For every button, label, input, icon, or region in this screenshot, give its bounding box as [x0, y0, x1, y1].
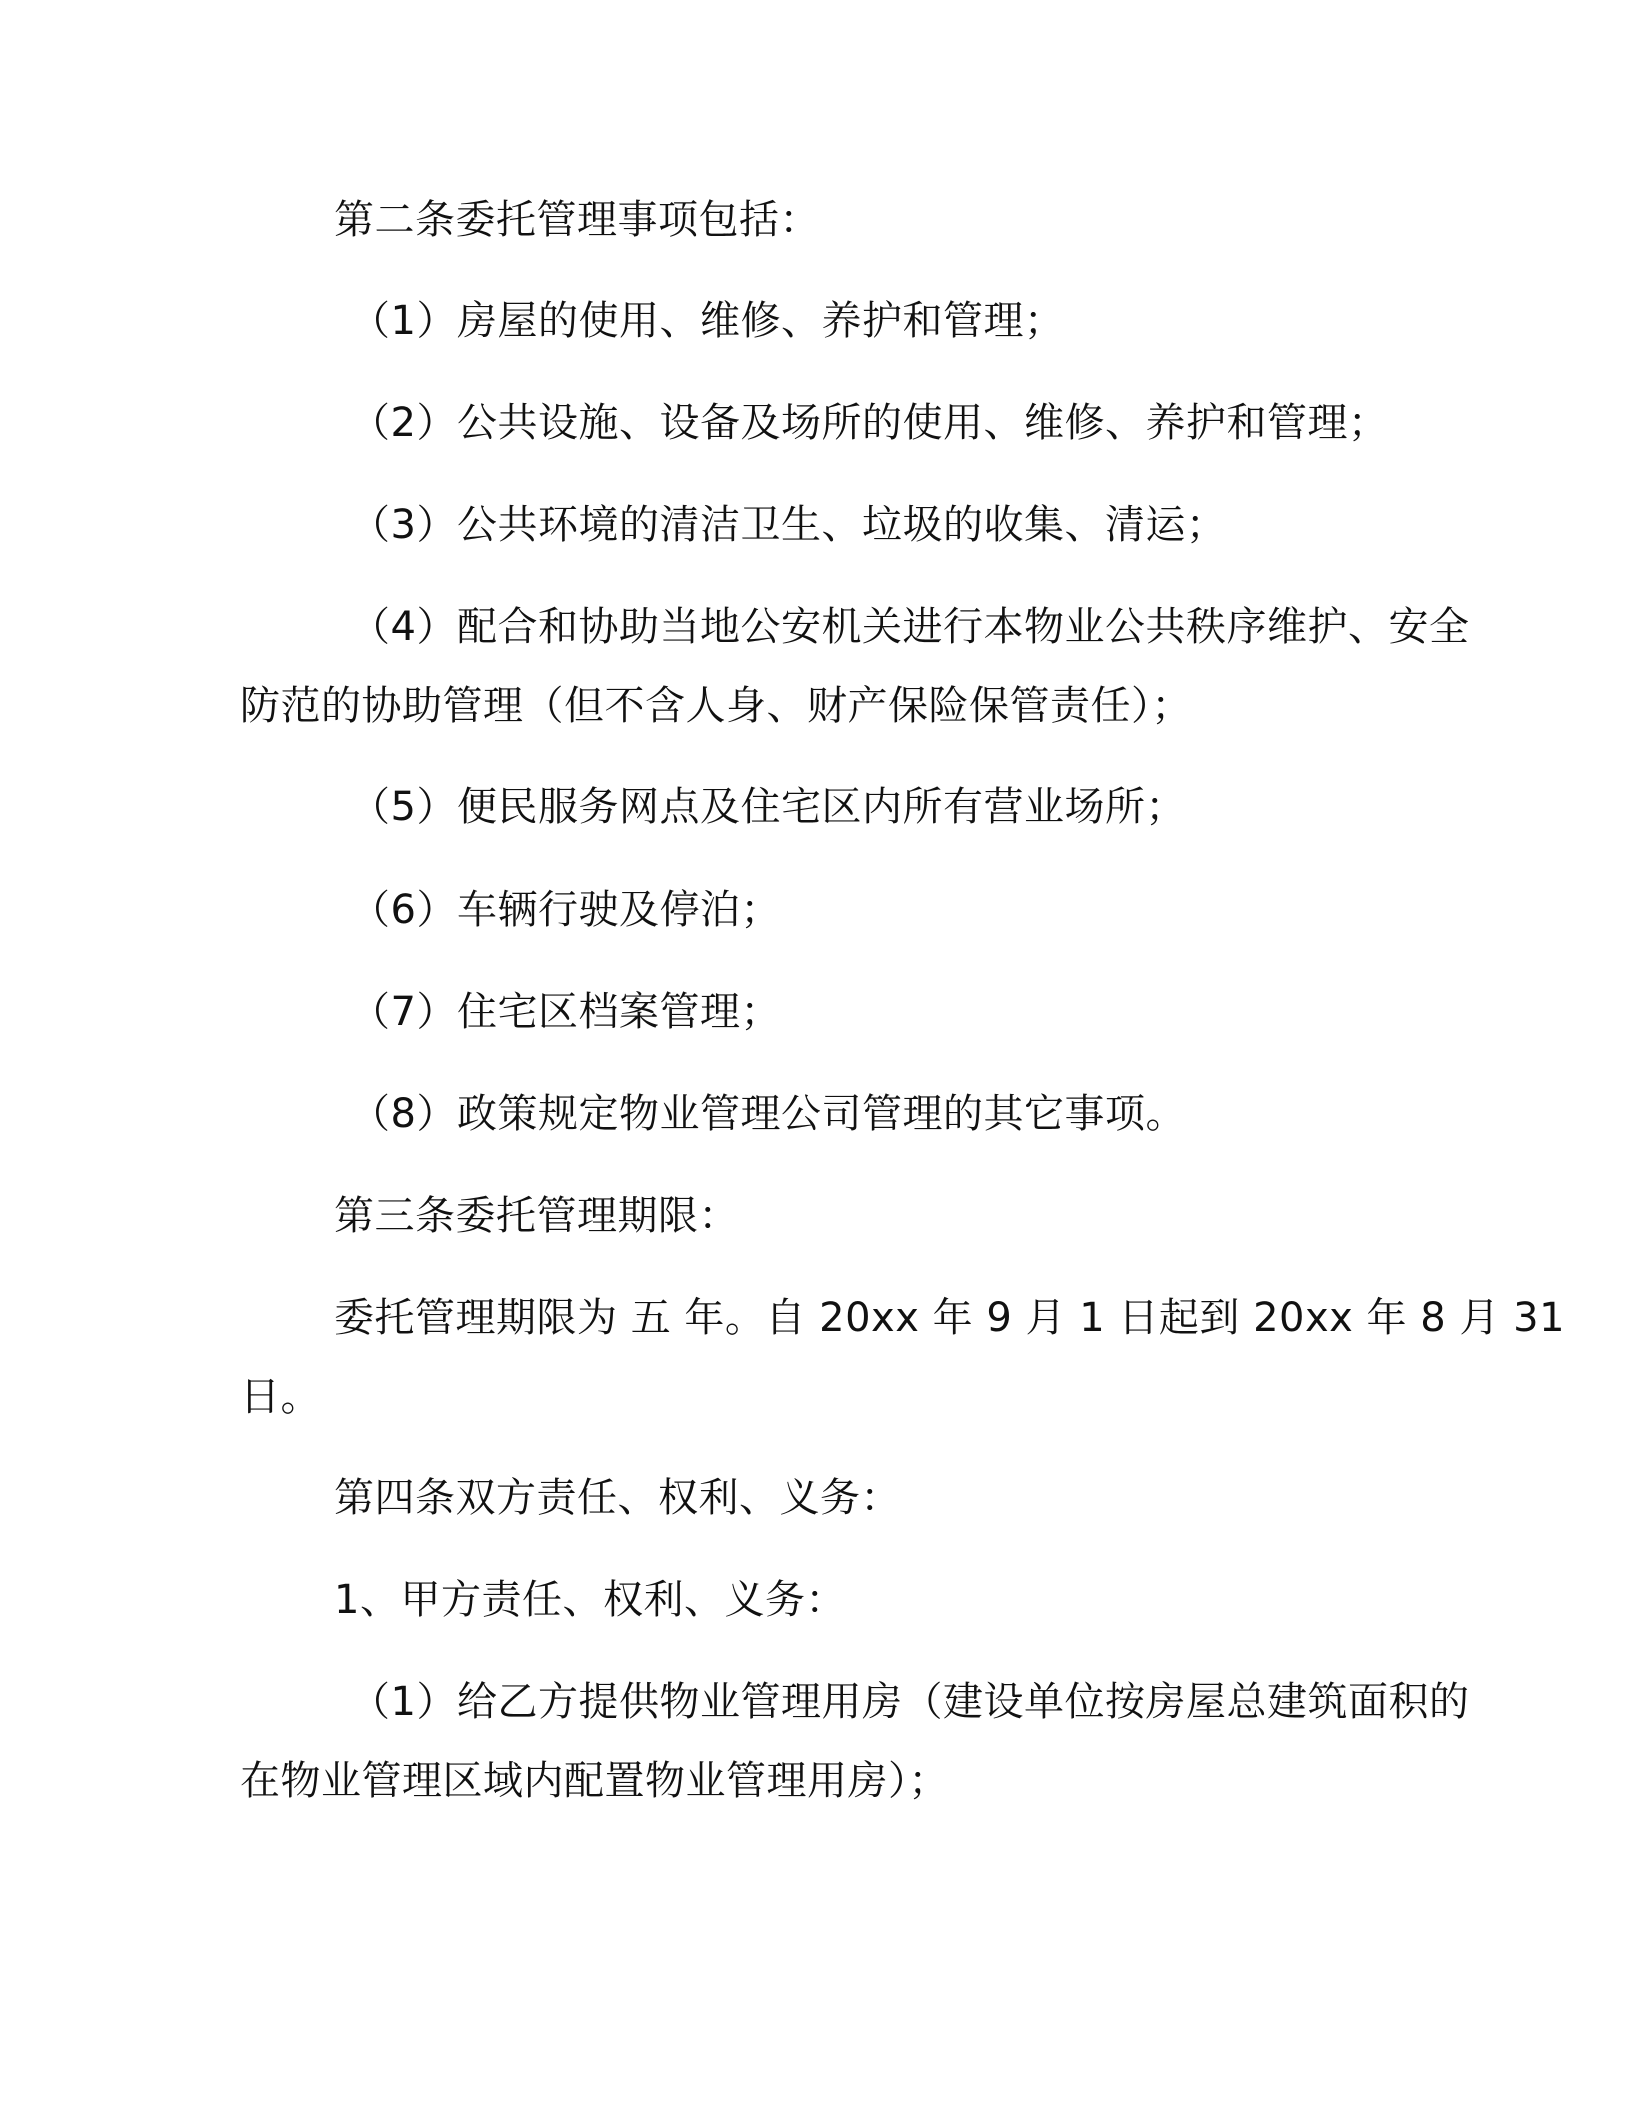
article-2-heading: 第二条委托管理事项包括： — [334, 197, 820, 243]
article-2-item-6: （6）车辆行驶及停泊； — [350, 887, 781, 933]
article-4-heading: 第四条双方责任、权利、义务： — [334, 1475, 901, 1521]
article-3-text-line-2: 日。 — [240, 1374, 321, 1420]
article-2-item-4-line-2: 防范的协助管理（但不含人身、财产保险保管责任）； — [240, 683, 1192, 729]
article-2-item-5: （5）便民服务网点及住宅区内所有营业场所； — [350, 784, 1186, 830]
article-3-text-line-1: 委托管理期限为 五 年。自 20xx 年 9 月 1 日起到 20xx 年 8 月 31 — [334, 1295, 1566, 1341]
article-2-item-2: （2）公共设施、设备及场所的使用、维修、养护和管理； — [350, 400, 1389, 446]
party-a-item-1-line-2: 在物业管理区域内配置物业管理用房）； — [240, 1758, 949, 1804]
article-2-item-4-line-1: （4）配合和协助当地公安机关进行本物业公共秩序维护、安全 — [350, 604, 1470, 650]
article-2-item-8: （8）政策规定物业管理公司管理的其它事项。 — [350, 1091, 1186, 1137]
article-2-item-1: （1）房屋的使用、维修、养护和管理； — [350, 298, 1065, 344]
article-2-item-3: （3）公共环境的清洁卫生、垃圾的收集、清运； — [350, 502, 1227, 548]
party-a-heading: 1、甲方责任、权利、义务： — [334, 1577, 846, 1623]
party-a-item-1-line-1: （1）给乙方提供物业管理用房（建设单位按房屋总建筑面积的 — [350, 1679, 1470, 1725]
article-3-heading: 第三条委托管理期限： — [334, 1193, 739, 1239]
article-2-item-7: （7）住宅区档案管理； — [350, 989, 781, 1035]
